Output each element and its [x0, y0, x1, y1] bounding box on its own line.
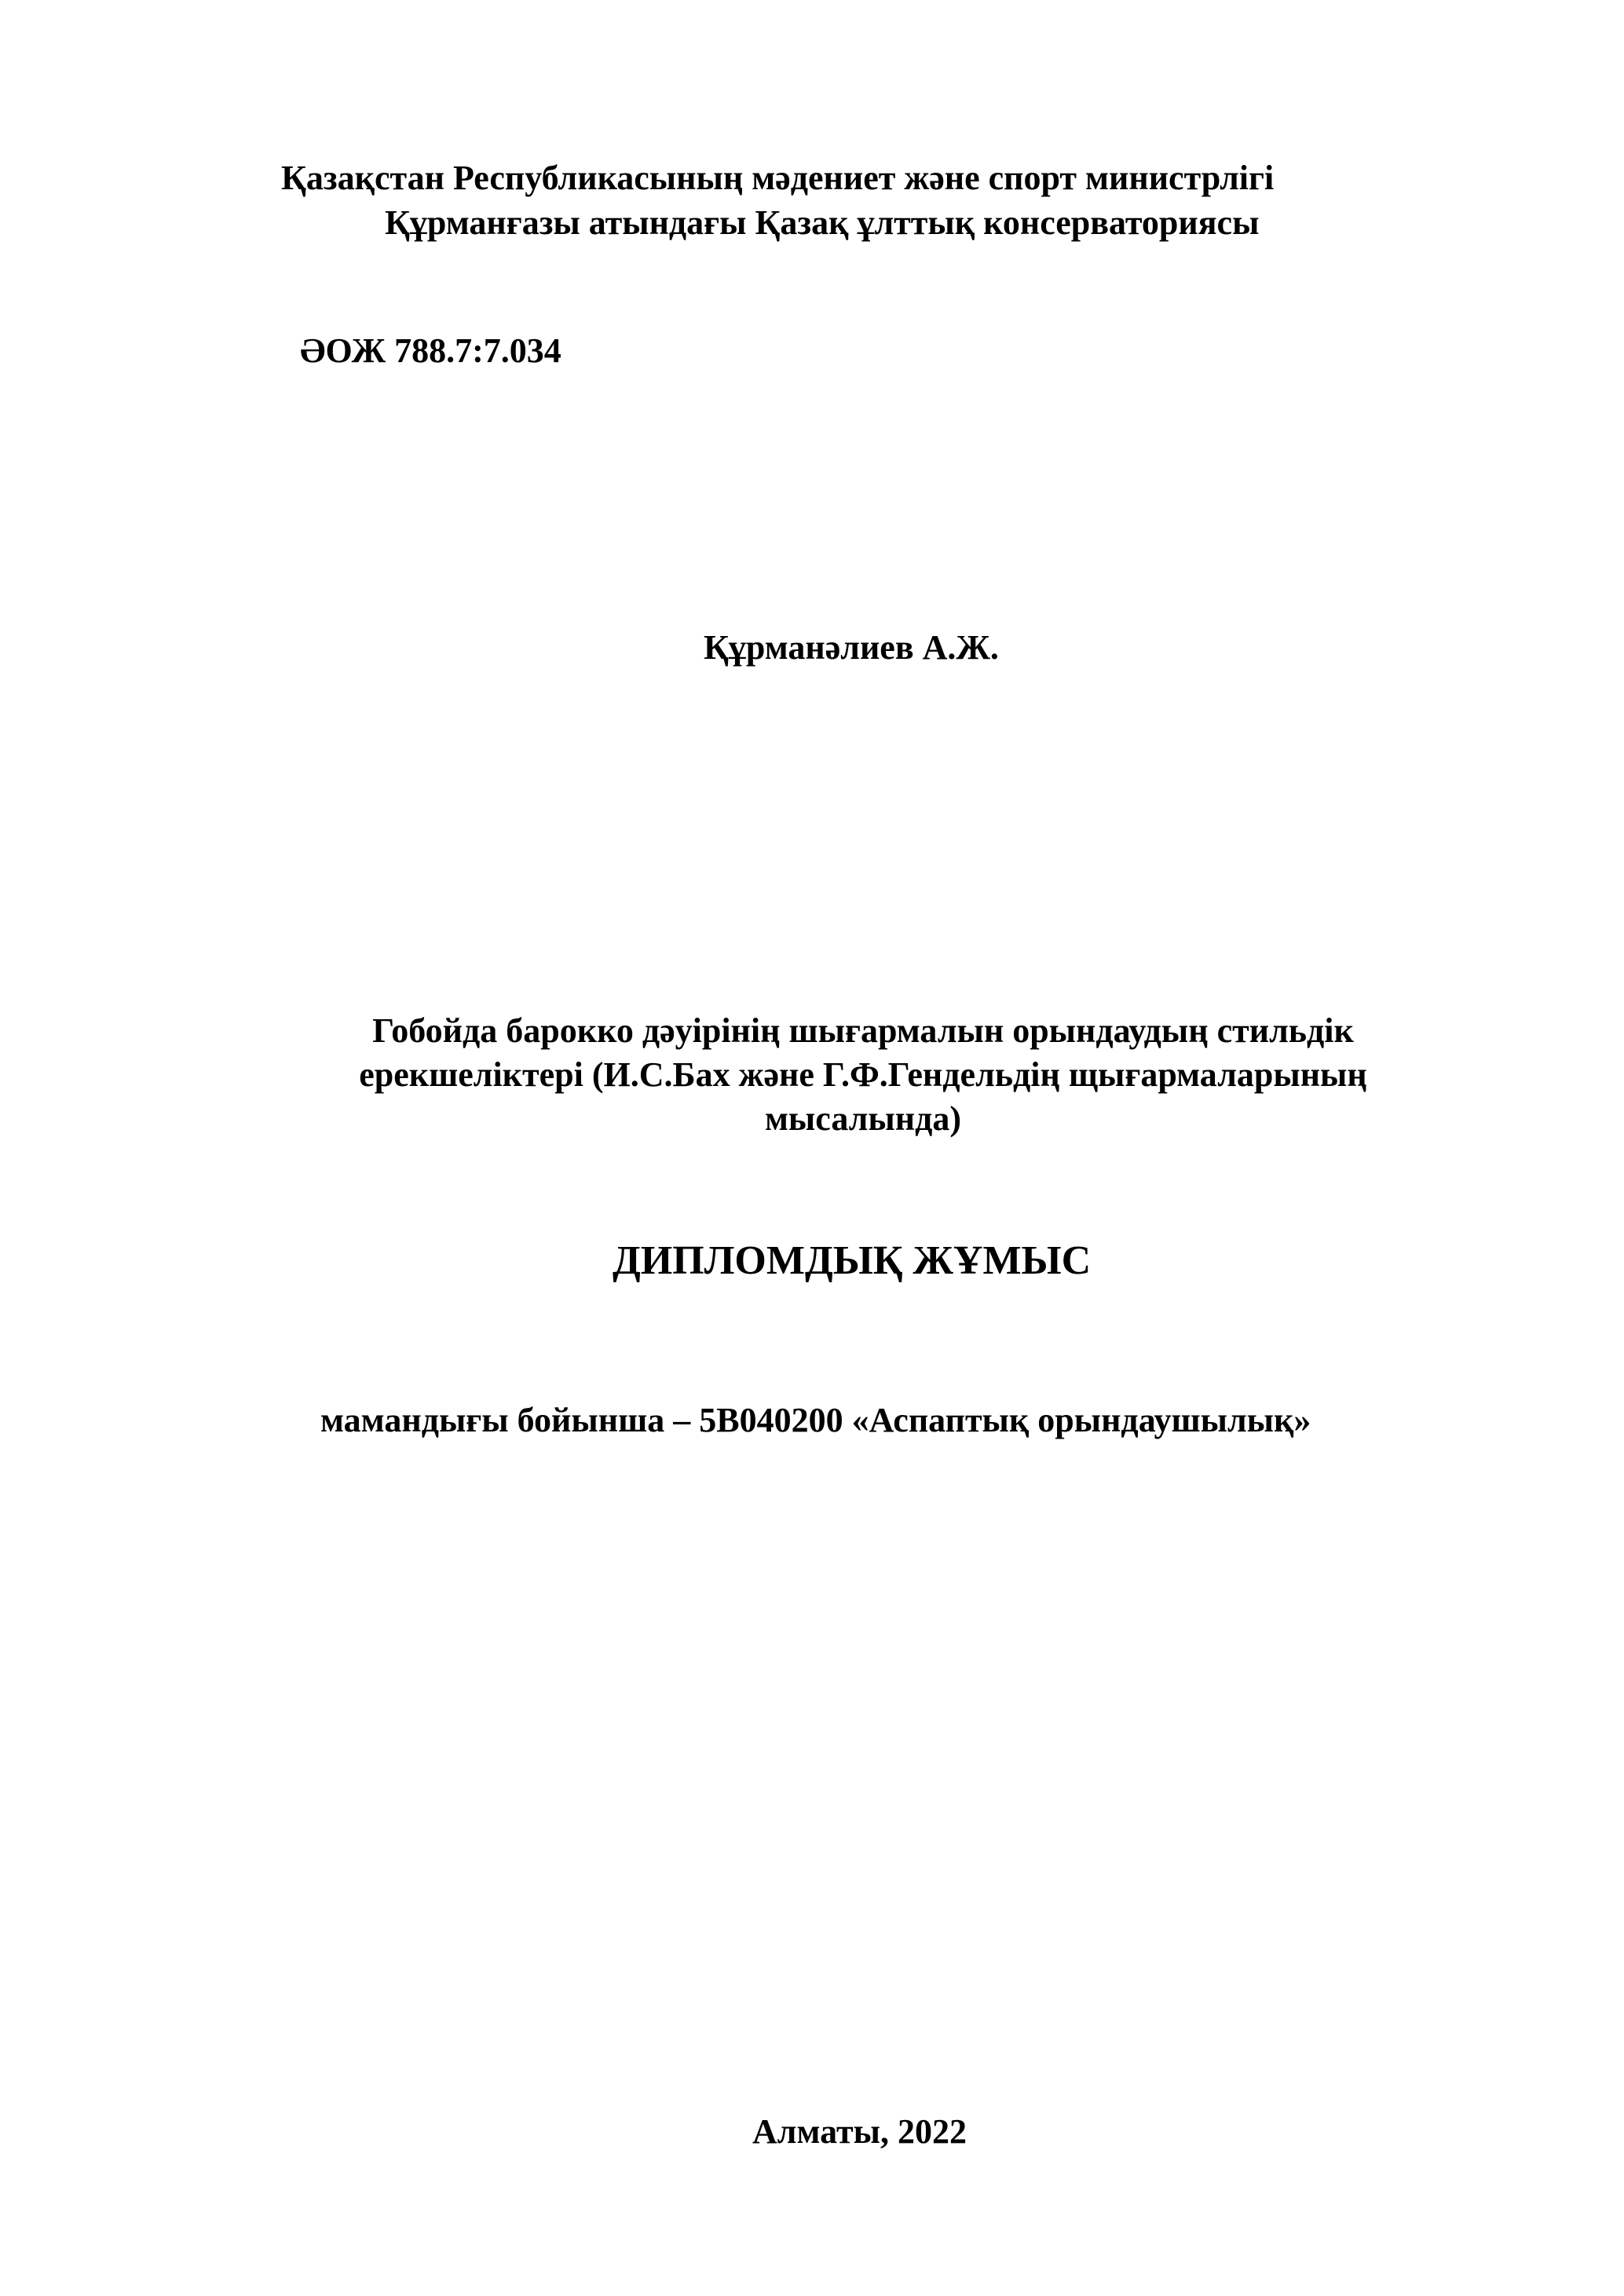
thesis-title-line: Гобойда барокко дәуірінің шығармалын орындаудың стильдік	[372, 1011, 1354, 1050]
udc-code: ӘОЖ 788.7:7.034	[300, 331, 561, 370]
thesis-title-line: ерекшеліктері (И.С.Бах және Г.Ф.Гендельдің щығармаларының	[359, 1055, 1367, 1094]
author-name: Құрманәлиев А.Ж.	[704, 628, 999, 667]
specialty-line: мамандығы бойынша – 5В040200 «Аспаптық орындаушылық»	[320, 1401, 1311, 1439]
ministry-name: Қазақстан Республикасының мәдениет және спорт министрлігі	[281, 159, 1275, 197]
thesis-title	[262, 1009, 1464, 1141]
city-year: Алматы, 2022	[752, 2112, 967, 2151]
thesis-title-line: мысалында)	[764, 1099, 962, 1138]
institution-name: Құрманғазы атындағы Қазақ ұлттық консерваториясы	[385, 203, 1260, 242]
document-type: ДИПЛОМДЫҚ ЖҰМЫС	[613, 1238, 1092, 1283]
